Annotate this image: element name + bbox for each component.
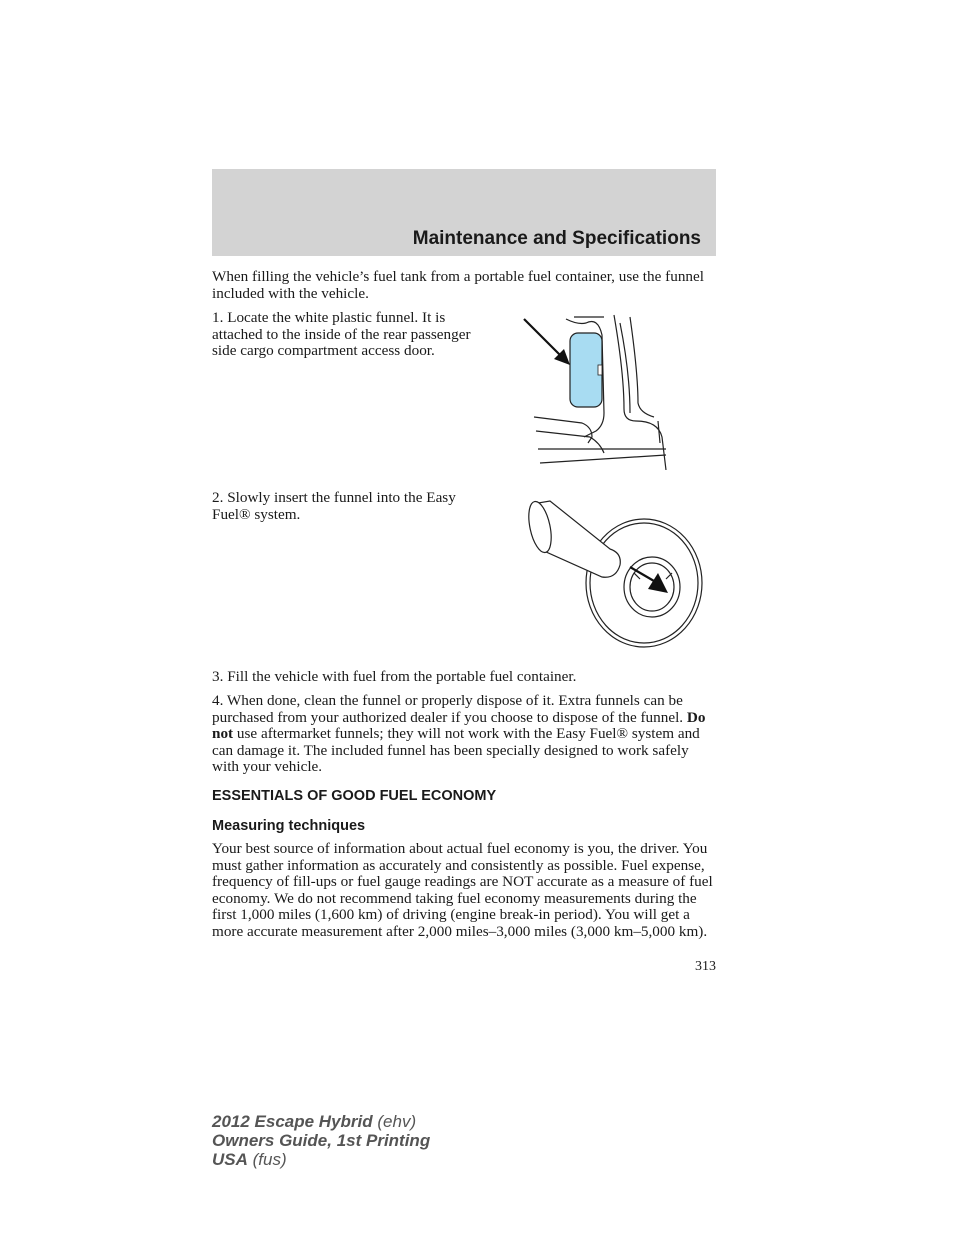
fuel-door-outline — [586, 519, 702, 647]
page-number: 313 — [695, 959, 716, 974]
step-1-text: 1. Locate the white plastic funnel. It is attached to the inside of the rear passenger side cargo compartment access door. — [212, 309, 471, 359]
measuring-subheading: Measuring techniques — [212, 818, 366, 834]
funnel-highlight — [570, 333, 602, 407]
step-4-text-end: use aftermarket funnels; they will not work with the Easy Fuel® system and can damage it. The included funnel has been specially designed to work safely with your vehicle. — [212, 725, 700, 775]
footer-model-code: (ehv) — [377, 1112, 417, 1131]
section-title: Maintenance and Specifications — [412, 228, 701, 249]
footer-line-2 — [212, 1131, 430, 1150]
footer-line-1 — [212, 1112, 430, 1131]
footer-line-3 — [212, 1150, 430, 1169]
step-4-text-start: 4. When done, clean the funnel or properly dispose of it. Extra funnels can be purchased from your authorized dealer if you choose to dispose of the funnel. — [212, 692, 684, 726]
section-header-band — [212, 169, 716, 256]
essentials-heading: ESSENTIALS OF GOOD FUEL ECONOMY — [212, 788, 497, 804]
funnel-location-illustration — [520, 313, 670, 470]
insert-arrow-head — [648, 573, 668, 593]
footer-market-code: (fus) — [252, 1150, 287, 1169]
pointer-arrow-line — [524, 319, 562, 357]
footer-guide: Owners Guide, 1st Printing — [212, 1131, 431, 1150]
intro-paragraph: When filling the vehicle’s fuel tank from a portable fuel container, use the funnel included with the vehicle. — [212, 268, 704, 302]
footer-market: USA — [212, 1150, 248, 1169]
step-2-text: 2. Slowly insert the funnel into the Easy Fuel® system. — [212, 489, 456, 523]
step-3-text: 3. Fill the vehicle with fuel from the portable fuel container. — [212, 668, 577, 685]
measuring-paragraph: Your best source of information about actual fuel economy is you, the driver. You must gather information as accurately and consistently as possible. Fuel expense, frequency of fill-ups or fuel gauge readings are NOT accurate as a measure of fuel economy. We do not recommend taking fuel economy measurements during the first 1,000 miles (1,600 km) of driving (engine break-in period). You will get a more accurate measurement after 2,000 miles–3,000 miles (3,000 km–5,000 km). — [212, 840, 713, 940]
document-footer — [212, 1112, 430, 1169]
funnel-insert-illustration — [522, 493, 704, 650]
step-4-text — [212, 693, 716, 776]
footer-model: 2012 Escape Hybrid — [212, 1112, 373, 1131]
step-4-emphasis: Do not — [212, 708, 706, 742]
